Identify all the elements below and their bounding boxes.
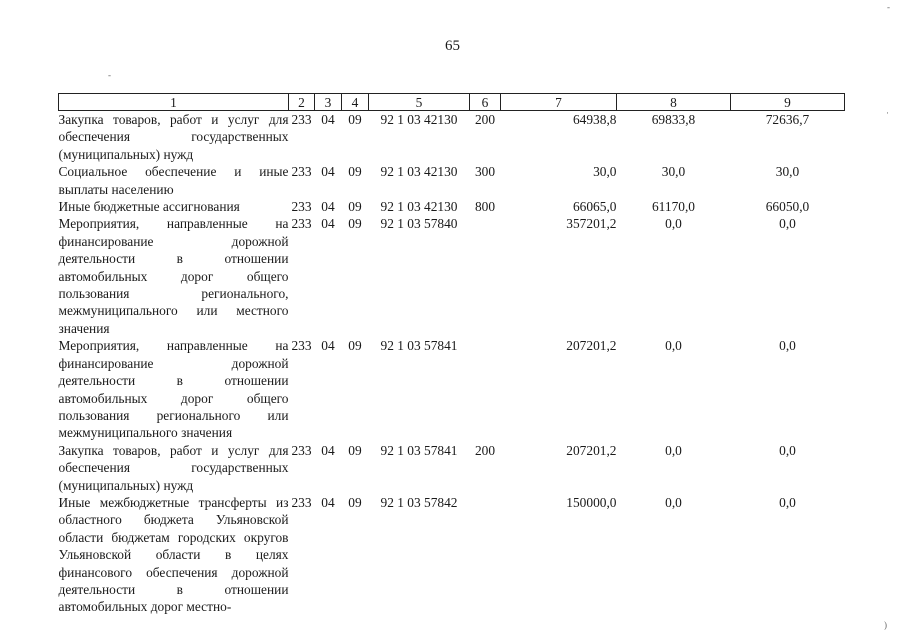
column-7-cell: 150000,0 [566,494,617,510]
column-2-cell: 233 [291,112,312,127]
column-6-cell: 200 [474,442,496,458]
column-2-cell: 233 [291,338,312,354]
column-9-cell: 30,0 [775,164,800,180]
column-4-cell: 09 [348,112,362,127]
column-header-1: 1 [59,94,289,111]
header-row [59,94,845,111]
scan-speck: - [887,2,890,12]
scan-speck: · [886,108,889,118]
column-8-cell: 69833,8 [651,112,696,127]
table-row [59,163,845,198]
table-row [59,494,845,616]
column-3-cell: 04 [321,494,335,510]
column-9-cell: 0,0 [779,494,796,510]
column-header-5: 5 [369,94,470,111]
column-5-cell: 92 1 03 57840 [380,216,458,232]
column-3-cell: 04 [321,164,335,180]
table-row [59,198,845,215]
column-9-cell: 66050,0 [765,199,810,215]
column-8-cell: 0,0 [665,216,682,232]
row-name: Закупка товаров, работ и услуг для обеспечения государственных (муниципальных) нужд [58,442,289,493]
column-8-cell: 0,0 [665,494,682,510]
column-2-cell: 233 [291,216,312,232]
column-8-cell: 30,0 [661,164,686,180]
column-9-cell: 0,0 [779,338,796,354]
column-6-cell: 800 [474,199,496,215]
column-6-cell [470,494,501,616]
column-3-cell: 04 [321,442,335,458]
column-5-cell: 92 1 03 57841 [380,338,458,354]
row-name: Иные бюджетные ассигнования [58,199,240,215]
row-name: Закупка товаров, работ и услуг для обеспечения государственных (муниципальных) нужд [58,112,289,162]
table-row [59,215,845,337]
column-2-cell: 233 [291,442,312,458]
column-5-cell: 92 1 03 57841 [380,442,458,458]
column-7-cell: 64938,8 [572,112,617,127]
row-name: Мероприятия, направленные на финансирование дорожной деятельности в отношении автомобильных дорог общего пользования регионального, межмуниципального или местного значения [58,216,289,336]
column-2-cell: 233 [291,164,312,180]
column-6-cell: 300 [474,164,496,180]
column-3-cell: 04 [321,338,335,354]
column-7-cell: 207201,2 [566,338,617,354]
column-header-7: 7 [501,94,617,111]
column-5-cell: 92 1 03 57842 [380,494,458,510]
column-4-cell: 09 [348,442,362,458]
column-6-cell [470,215,501,337]
table-row [59,111,845,164]
column-4-cell: 09 [348,216,362,232]
budget-table [58,93,845,616]
column-7-cell: 357201,2 [566,216,617,232]
row-name: Социальное обеспечение и иные выплаты населению [58,164,289,197]
column-9-cell: 0,0 [779,442,796,458]
column-header-3: 3 [315,94,342,111]
column-3-cell: 04 [321,112,335,127]
column-7-cell: 207201,2 [566,442,617,458]
column-5-cell: 92 1 03 42130 [380,164,458,180]
column-5-cell: 92 1 03 42130 [380,112,458,127]
column-4-cell: 09 [348,494,362,510]
column-2-cell: 233 [291,494,312,510]
column-9-cell: 0,0 [779,216,796,232]
scan-speck: ) [884,620,887,630]
column-6-cell [470,337,501,441]
column-8-cell: 61170,0 [651,199,696,215]
row-name: Мероприятия, направленные на финансирование дорожной деятельности в отношении автомобильных дорог общего пользования регионального или межмуниципального значения [58,338,289,441]
column-header-8: 8 [617,94,731,111]
table-row [59,337,845,441]
column-3-cell: 04 [321,199,335,215]
column-header-6: 6 [470,94,501,111]
table-row [59,442,845,494]
column-4-cell: 09 [348,338,362,354]
column-2-cell: 233 [291,199,312,215]
column-8-cell: 0,0 [665,442,682,458]
column-6-cell: 200 [474,112,496,127]
column-4-cell: 09 [348,164,362,180]
column-header-9: 9 [731,94,845,111]
column-7-cell: 30,0 [593,164,617,180]
column-4-cell: 09 [348,199,362,215]
row-name: Иные межбюджетные трансферты из областного бюджета Ульяновской области бюджетам городских округов Ульяновской области в целях финансового обеспечения дорожной деятельности в отношении автомобильных дорог местно- [58,494,289,615]
column-8-cell: 0,0 [665,338,682,354]
column-7-cell: 66065,0 [572,199,617,215]
scan-speck: - [108,70,111,80]
page-number: 65 [445,38,460,54]
column-9-cell: 72636,7 [765,112,810,127]
column-3-cell: 04 [321,216,335,232]
column-5-cell: 92 1 03 42130 [380,199,458,215]
column-header-2: 2 [289,94,315,111]
column-header-4: 4 [342,94,369,111]
